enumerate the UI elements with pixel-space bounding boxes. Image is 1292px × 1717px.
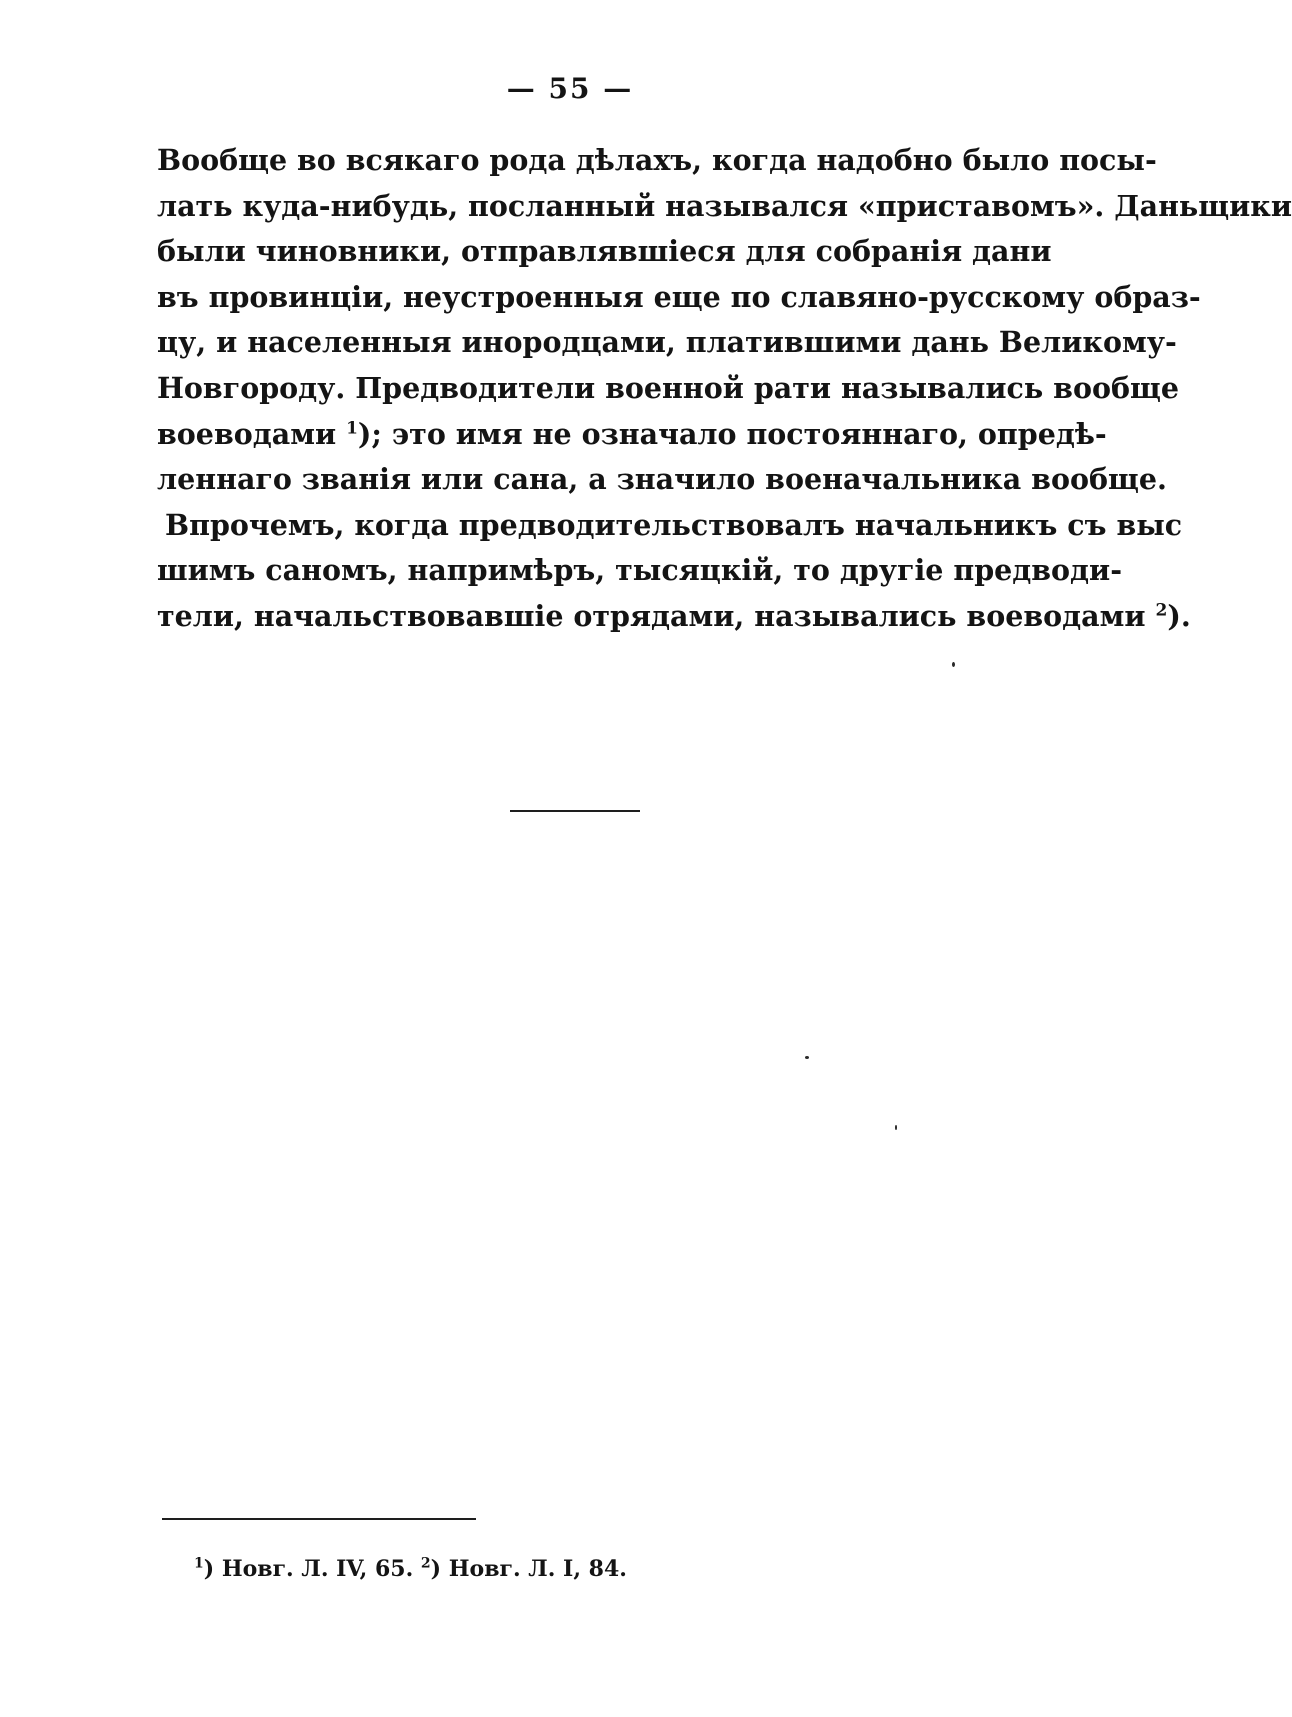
- text-line: шимъ саномъ, напримѣръ, тысяцкій, то другіе предводи-: [157, 553, 1123, 588]
- page-number: — 55 —: [506, 72, 634, 105]
- footnote-2: ) Новг. Л. I, 84.: [430, 1556, 627, 1582]
- footnote-mark: 1: [346, 418, 358, 439]
- text-line: леннаго званія или сана, а значило военачальника вообще.: [157, 462, 1167, 497]
- text-line: цу, и населенныя инородцами, платившими дань Великому-: [157, 325, 1177, 360]
- scan-speck: [805, 1056, 809, 1059]
- scan-speck: [895, 1125, 897, 1130]
- text-segment: тели, начальствовавшіе отрядами, назывались воеводами: [157, 598, 1146, 633]
- section-divider: [510, 810, 640, 812]
- text-line: [157, 412, 1107, 458]
- body-paragraph: [157, 138, 1292, 640]
- footnote-1: ) Новг. Л. IV, 65.: [203, 1556, 414, 1582]
- footnote-mark: 1: [194, 1555, 204, 1572]
- text-line: [157, 184, 1292, 230]
- scan-speck: [952, 662, 955, 667]
- text-line: Новгороду. Предводители военной рати назывались вообще: [157, 370, 1179, 405]
- text-line: Впрочемъ, когда предводительствовалъ начальникъ съ выс: [165, 507, 1183, 542]
- text-segment: лать куда-нибудь, посланный назывался «приставомъ». Даньщики: [157, 188, 1292, 223]
- footnote-mark: 2: [1155, 600, 1168, 621]
- text-line: были чиновники, отправлявшіеся для собранія дани: [157, 234, 1052, 269]
- text-line: въ провинціи, неустроенныя еще по славяно-русскому образ-: [157, 279, 1201, 314]
- footnote-mark: 2: [420, 1555, 431, 1572]
- text-segment: ).: [1167, 598, 1191, 633]
- footnote-divider: [162, 1518, 476, 1520]
- text-segment: ); это имя не означало постояннаго, опредѣ-: [357, 416, 1107, 451]
- text-line: [157, 594, 1191, 640]
- footnotes: [194, 1556, 627, 1582]
- text-line: Вообще во всякаго рода дѣлахъ, когда надобно было посы-: [157, 143, 1157, 177]
- text-segment: воеводами: [157, 416, 337, 451]
